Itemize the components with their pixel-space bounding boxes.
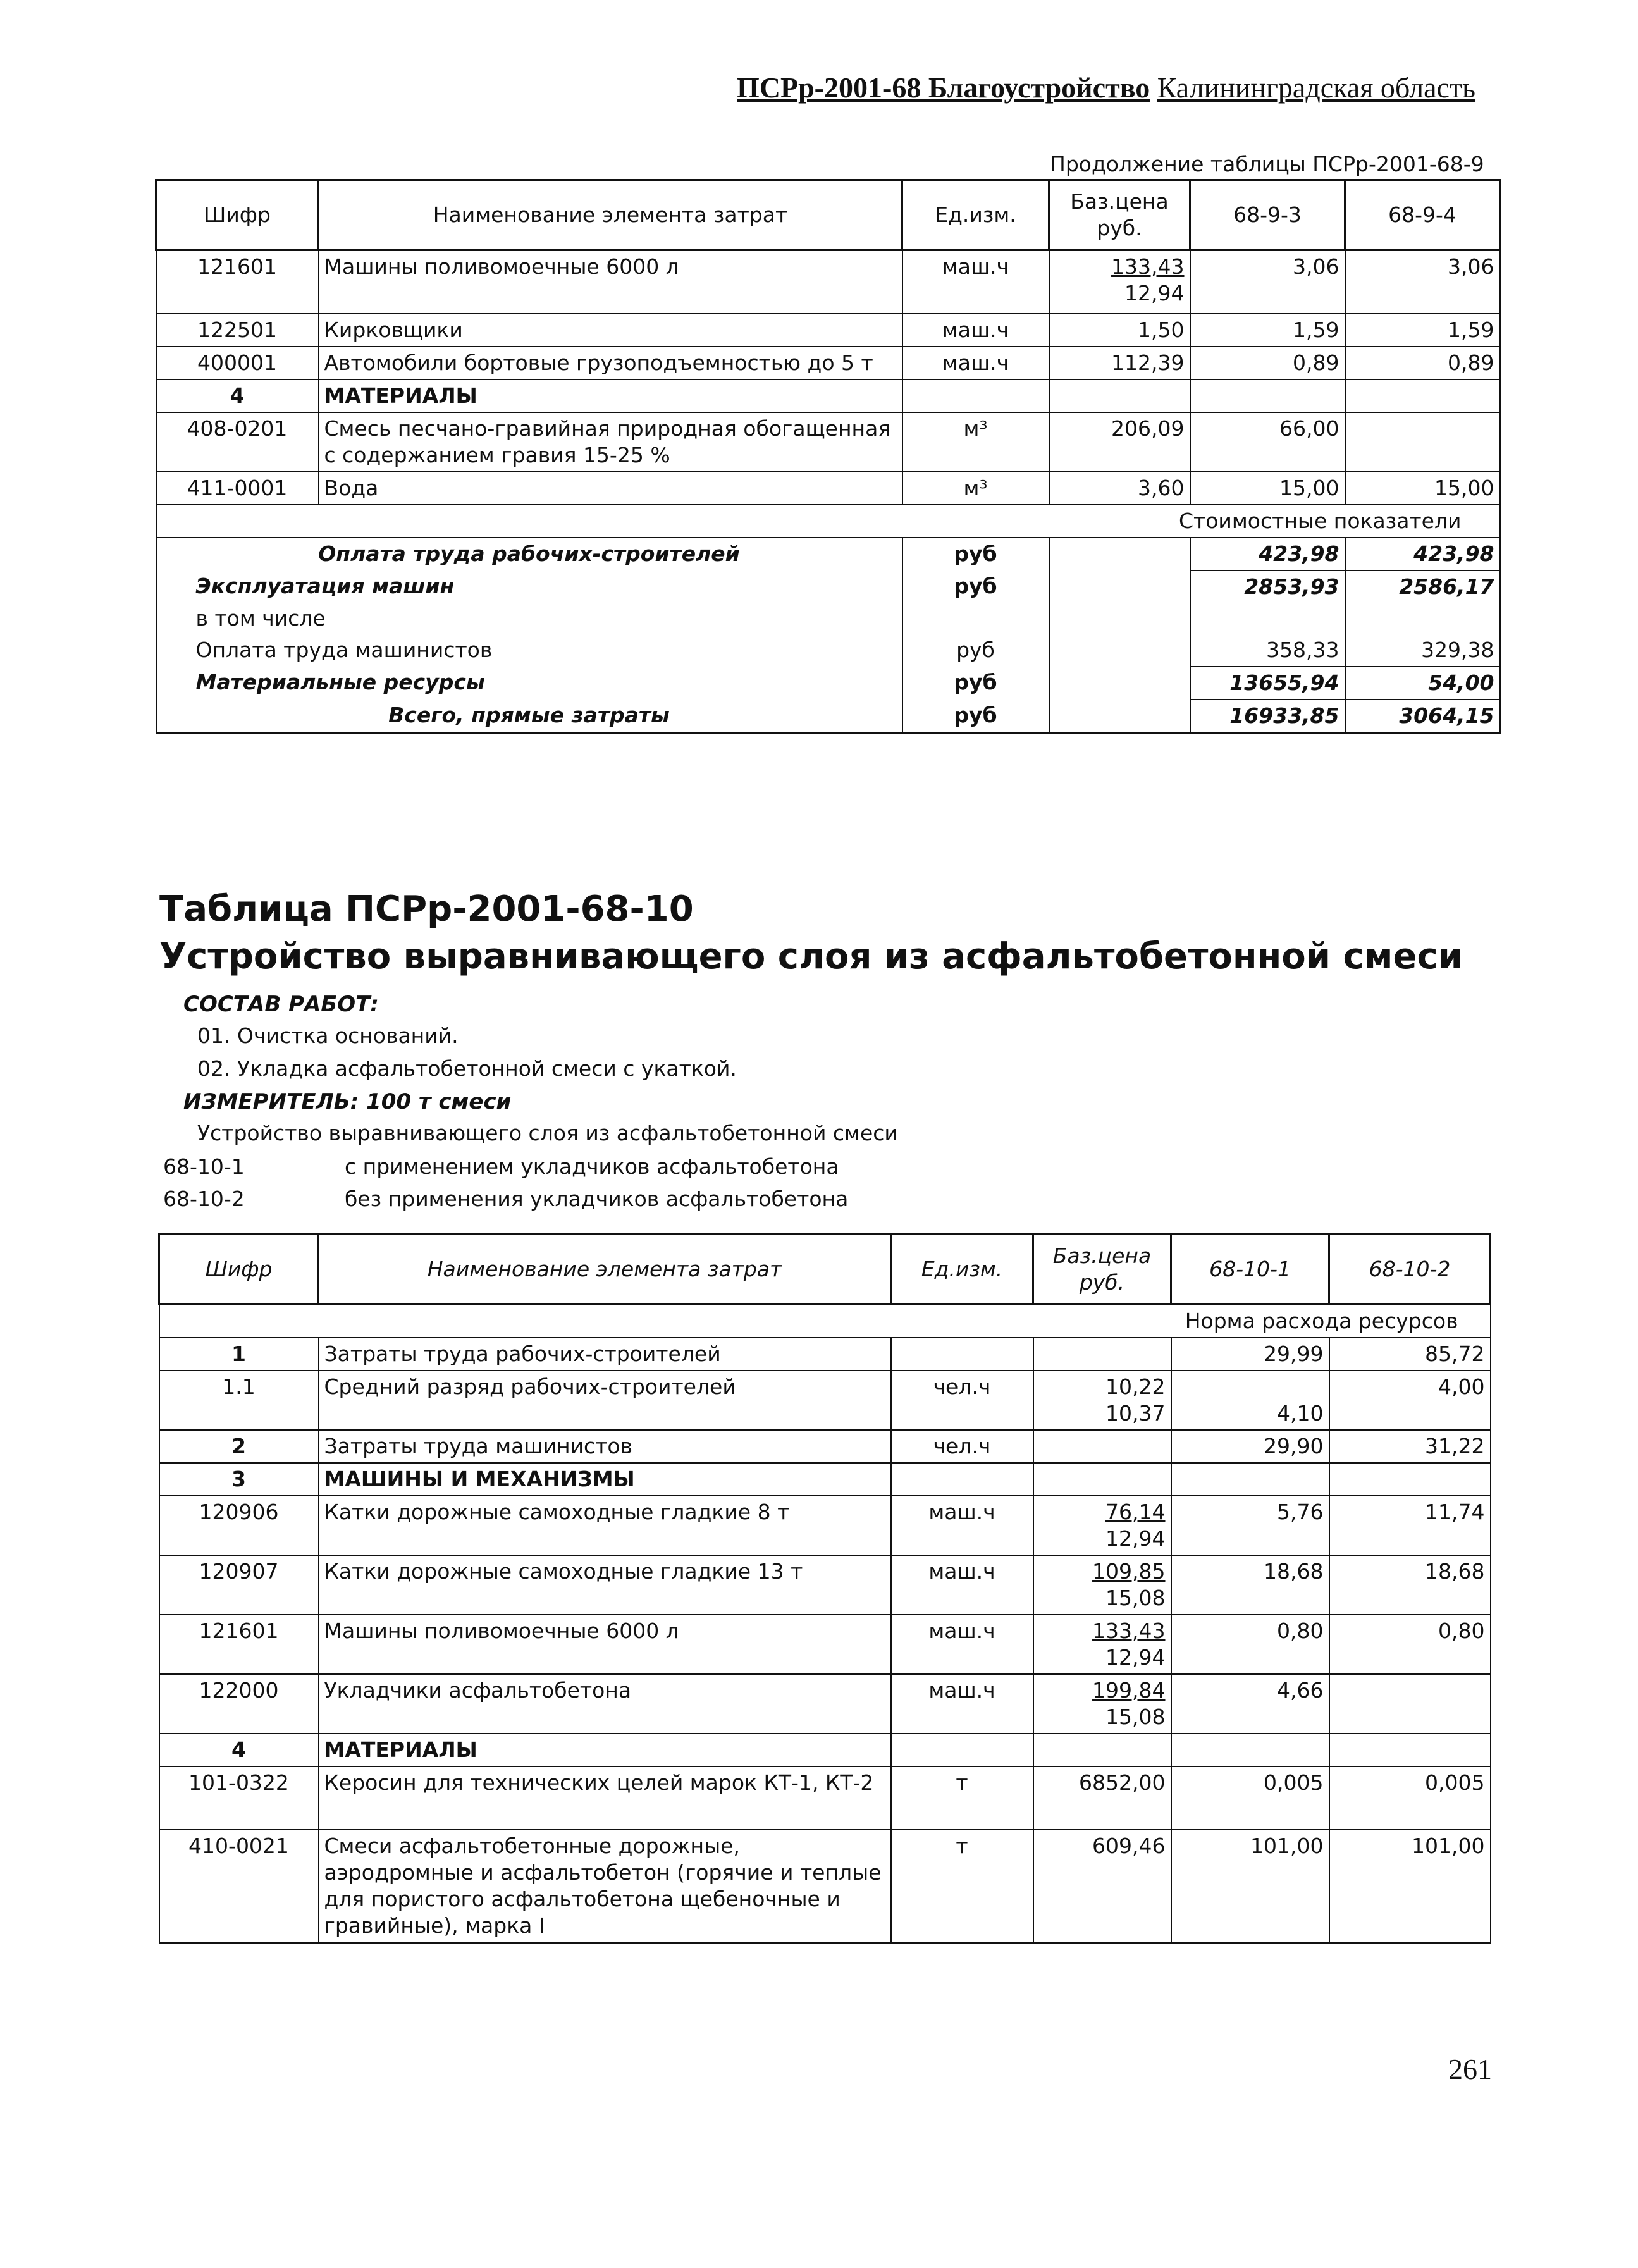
row-code: 120906 xyxy=(159,1496,319,1555)
table-row xyxy=(159,1555,1491,1615)
variant-text: без применения укладчиков асфальтобетона xyxy=(345,1186,849,1211)
row-code: 4 xyxy=(159,1734,319,1766)
row-unit: маш.ч xyxy=(891,1674,1033,1734)
row-code: 1 xyxy=(159,1338,319,1371)
cost-name: Оплата труда машинистов xyxy=(156,634,902,667)
row-code: 3 xyxy=(159,1463,319,1496)
row-name: Машины поливомоечные 6000 л xyxy=(319,250,902,314)
page-header xyxy=(737,71,1475,104)
variant-code: 68-10-1 xyxy=(163,1154,245,1179)
section-label: Норма расхода ресурсов xyxy=(159,1305,1491,1338)
row-price: 1,50 xyxy=(1049,314,1190,347)
page-number: 261 xyxy=(1448,2053,1492,2085)
row-price: 10,22 10,37 xyxy=(1033,1371,1171,1430)
row-value-b: 31,22 xyxy=(1329,1430,1491,1463)
row-code: 408-0201 xyxy=(156,412,319,472)
row-code: 122000 xyxy=(159,1674,319,1734)
row-name: Керосин для технических целей марок КТ-1, КТ-2 xyxy=(319,1766,891,1830)
section-row xyxy=(159,1305,1491,1338)
variant-code: 68-10-2 xyxy=(163,1186,245,1211)
row-unit: м³ xyxy=(902,412,1049,472)
row-value-a: 0,89 xyxy=(1190,347,1345,379)
row-value-a: 29,90 xyxy=(1171,1430,1329,1463)
cost-row xyxy=(156,700,1500,733)
row-name: Смесь песчано-гравийная природная обогащенная с содержанием гравия 15-25 % xyxy=(319,412,902,472)
row-price: 133,43 12,94 xyxy=(1049,250,1190,314)
cost-name: в том числе xyxy=(156,603,902,634)
col-price-header: Баз.цена руб. xyxy=(1049,180,1190,250)
cost-value-a: 358,33 xyxy=(1190,634,1345,667)
table-row xyxy=(156,347,1500,379)
cost-unit: руб xyxy=(902,570,1049,603)
row-unit: чел.ч xyxy=(891,1371,1033,1430)
row-name: Вода xyxy=(319,472,902,505)
row-value-a: 66,00 xyxy=(1190,412,1345,472)
table-row xyxy=(156,472,1500,505)
table-row xyxy=(156,412,1500,472)
row-price: 109,85 15,08 xyxy=(1033,1555,1171,1615)
section-label: Стоимостные показатели xyxy=(156,505,1500,538)
row-unit: чел.ч xyxy=(891,1430,1033,1463)
row-value-b: 1,59 xyxy=(1345,314,1500,347)
row-unit: т xyxy=(891,1766,1033,1830)
col-a-header: 68-9-3 xyxy=(1190,180,1345,250)
row-name: Машины поливомоечные 6000 л xyxy=(319,1615,891,1674)
table-row xyxy=(156,250,1500,314)
row-value-a: 4,66 xyxy=(1171,1674,1329,1734)
cost-name: Всего, прямые затраты xyxy=(156,700,902,733)
row-unit: маш.ч xyxy=(902,250,1049,314)
col-price-header: Баз.цена руб. xyxy=(1033,1235,1171,1305)
cost-value-a: 423,98 xyxy=(1190,538,1345,570)
cost-row xyxy=(156,603,1500,634)
header-code: ПСРр-2001-68 Благоустройство xyxy=(737,71,1150,104)
row-code: 1.1 xyxy=(159,1371,319,1430)
table-row xyxy=(159,1463,1491,1496)
header-region: Калининградская область xyxy=(1157,71,1476,104)
cost-unit: руб xyxy=(902,667,1049,700)
col-name-header: Наименование элемента затрат xyxy=(319,180,902,250)
row-value-b: 0,80 xyxy=(1329,1615,1491,1674)
work-description: Устройство выравнивающего слоя из асфальтобетонной смеси xyxy=(197,1121,898,1145)
row-value-b: 4,00 xyxy=(1329,1371,1491,1430)
col-a-header: 68-10-1 xyxy=(1171,1235,1329,1305)
row-code: 4 xyxy=(156,379,319,412)
col-b-header: 68-10-2 xyxy=(1329,1235,1491,1305)
work-item: 02. Укладка асфальтобетонной смеси с укаткой. xyxy=(197,1056,737,1081)
table-2 xyxy=(158,1233,1491,1944)
col-code-header: Шифр xyxy=(159,1235,319,1305)
row-value-a: 15,00 xyxy=(1190,472,1345,505)
row-name: Катки дорожные самоходные гладкие 8 т xyxy=(319,1496,891,1555)
row-value-a: 18,68 xyxy=(1171,1555,1329,1615)
row-value-a: 1,59 xyxy=(1190,314,1345,347)
cost-value-b: 423,98 xyxy=(1345,538,1500,570)
row-unit: маш.ч xyxy=(902,347,1049,379)
row-name: Кирковщики xyxy=(319,314,902,347)
row-unit: маш.ч xyxy=(891,1496,1033,1555)
col-unit-header: Ед.изм. xyxy=(902,180,1049,250)
row-price: 133,43 12,94 xyxy=(1033,1615,1171,1674)
row-value-b: 3,06 xyxy=(1345,250,1500,314)
table-row xyxy=(159,1734,1491,1766)
row-value-b: 15,00 xyxy=(1345,472,1500,505)
row-value-a: 3,06 xyxy=(1190,250,1345,314)
cost-name: Эксплуатация машин xyxy=(156,570,902,603)
row-code: 122501 xyxy=(156,314,319,347)
row-unit: маш.ч xyxy=(891,1555,1033,1615)
cost-value-b: 54,00 xyxy=(1345,667,1500,700)
cost-unit: руб xyxy=(902,634,1049,667)
table-row xyxy=(159,1338,1491,1371)
row-unit: т xyxy=(891,1830,1033,1943)
row-code: 121601 xyxy=(156,250,319,314)
table-2-header xyxy=(159,1235,1491,1305)
row-code: 410-0021 xyxy=(159,1830,319,1943)
cost-row xyxy=(156,634,1500,667)
row-value-a: 29,99 xyxy=(1171,1338,1329,1371)
row-value-b: 101,00 xyxy=(1329,1830,1491,1943)
cost-value-b: 2586,17 xyxy=(1345,570,1500,603)
row-value-a: 101,00 xyxy=(1171,1830,1329,1943)
table-row xyxy=(159,1371,1491,1430)
row-value-a: 4,10 xyxy=(1171,1371,1329,1430)
row-price: 3,60 xyxy=(1049,472,1190,505)
row-price: 206,09 xyxy=(1049,412,1190,472)
work-item: 01. Очистка оснований. xyxy=(197,1023,459,1048)
row-value-b xyxy=(1329,1674,1491,1734)
cost-value-a: 13655,94 xyxy=(1190,667,1345,700)
row-price: 112,39 xyxy=(1049,347,1190,379)
row-value-a: 5,76 xyxy=(1171,1496,1329,1555)
cost-value-b: 3064,15 xyxy=(1345,700,1500,733)
row-code: 2 xyxy=(159,1430,319,1463)
cost-name: Оплата труда рабочих-строителей xyxy=(156,538,902,570)
row-code: 411-0001 xyxy=(156,472,319,505)
row-value-b: 18,68 xyxy=(1329,1555,1491,1615)
continuation-label: Продолжение таблицы ПСРр-2001-68-9 xyxy=(1050,152,1484,176)
row-value-b: 0,005 xyxy=(1329,1766,1491,1830)
row-code: 101-0322 xyxy=(159,1766,319,1830)
work-composition-label: СОСТАВ РАБОТ: xyxy=(183,992,379,1017)
measure-label: ИЗМЕРИТЕЛЬ: 100 т смеси xyxy=(183,1089,512,1114)
table-subtitle: Устройство выравнивающего слоя из асфальтобетонной смеси xyxy=(159,936,1463,977)
row-code: 400001 xyxy=(156,347,319,379)
cost-row xyxy=(156,667,1500,700)
cost-value-a: 16933,85 xyxy=(1190,700,1345,733)
row-value-a: 0,005 xyxy=(1171,1766,1329,1830)
row-name: Автомобили бортовые грузоподъемностью до 5 т xyxy=(319,347,902,379)
row-name: Средний разряд рабочих-строителей xyxy=(319,1371,891,1430)
row-unit: маш.ч xyxy=(891,1615,1033,1674)
table-title: Таблица ПСРр-2001-68-10 xyxy=(159,889,694,930)
cost-value-b: 329,38 xyxy=(1345,634,1500,667)
cost-row xyxy=(156,570,1500,603)
col-unit-header: Ед.изм. xyxy=(891,1235,1033,1305)
cost-name: Материальные ресурсы xyxy=(156,667,902,700)
row-value-b: 0,89 xyxy=(1345,347,1500,379)
row-name: Затраты труда рабочих-строителей xyxy=(319,1338,891,1371)
row-price: 609,46 xyxy=(1033,1830,1171,1943)
row-name: Укладчики асфальтобетона xyxy=(319,1674,891,1734)
table-1 xyxy=(155,179,1501,734)
row-unit: м³ xyxy=(902,472,1049,505)
table-row xyxy=(159,1430,1491,1463)
table-row xyxy=(159,1496,1491,1555)
row-value-b xyxy=(1345,412,1500,472)
table-row xyxy=(156,379,1500,412)
row-name: Катки дорожные самоходные гладкие 13 т xyxy=(319,1555,891,1615)
row-name: Смеси асфальтобетонные дорожные, аэродромные и асфальтобетон (горячие и теплые для пористого асфальтобетона щебеночные и гравийные), марка I xyxy=(319,1830,891,1943)
cost-unit: руб xyxy=(902,538,1049,570)
table-row xyxy=(159,1674,1491,1734)
col-b-header: 68-9-4 xyxy=(1345,180,1500,250)
row-name: МАТЕРИАЛЫ xyxy=(319,379,902,412)
table-row xyxy=(159,1830,1491,1943)
row-price: 76,14 12,94 xyxy=(1033,1496,1171,1555)
cost-row xyxy=(156,538,1500,570)
row-code: 120907 xyxy=(159,1555,319,1615)
row-value-b: 85,72 xyxy=(1329,1338,1491,1371)
row-name: МАШИНЫ И МЕХАНИЗМЫ xyxy=(319,1463,891,1496)
row-name: Затраты труда машинистов xyxy=(319,1430,891,1463)
section-row xyxy=(156,505,1500,538)
row-price: 199,84 15,08 xyxy=(1033,1674,1171,1734)
table-1-header xyxy=(156,180,1500,250)
row-price: 6852,00 xyxy=(1033,1766,1171,1830)
table-row xyxy=(159,1766,1491,1830)
col-name-header: Наименование элемента затрат xyxy=(319,1235,891,1305)
variant-text: с применением укладчиков асфальтобетона xyxy=(345,1154,839,1179)
row-value-b: 11,74 xyxy=(1329,1496,1491,1555)
cost-unit: руб xyxy=(902,700,1049,733)
table-row xyxy=(159,1615,1491,1674)
row-value-a: 0,80 xyxy=(1171,1615,1329,1674)
cost-value-a: 2853,93 xyxy=(1190,570,1345,603)
row-unit: маш.ч xyxy=(902,314,1049,347)
table-row xyxy=(156,314,1500,347)
row-name: МАТЕРИАЛЫ xyxy=(319,1734,891,1766)
row-code: 121601 xyxy=(159,1615,319,1674)
col-code-header: Шифр xyxy=(156,180,319,250)
